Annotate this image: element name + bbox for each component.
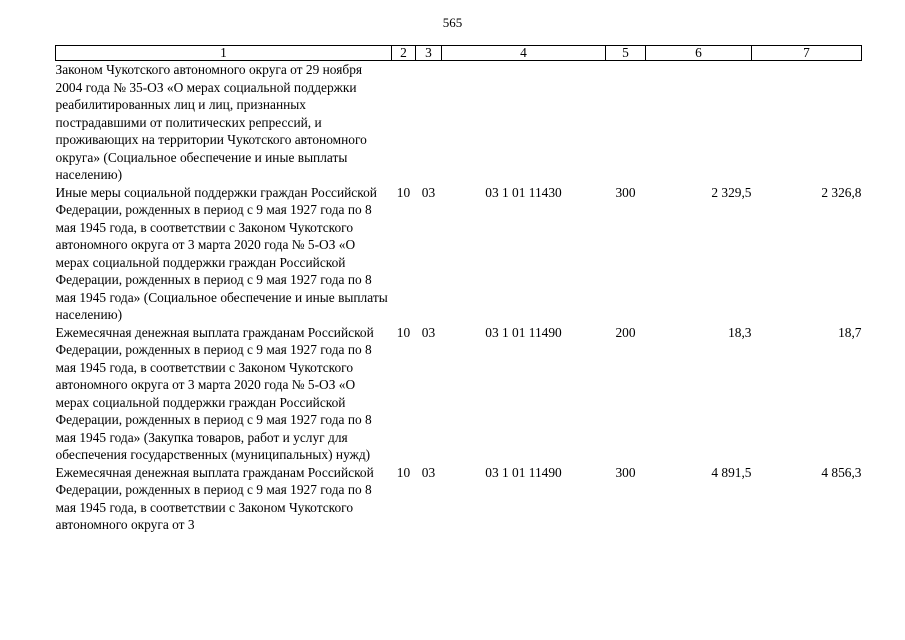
table-row xyxy=(56,184,862,324)
row-subsection: 03 xyxy=(421,464,436,480)
row-value-2: 2 326,8 xyxy=(821,184,862,200)
row-subsection xyxy=(416,61,442,184)
table-row xyxy=(56,464,862,534)
row-value-2: 4 856,3 xyxy=(821,464,862,480)
row-name: Законом Чукотского автономного округа от 29 ноября 2004 года № 35-ОЗ «О мерах социальной поддержки реабилитированных лиц и лиц, признанных пострадавшими от политических репрессий, и проживающих на территории Чукотского автономного округа» (Социальное обеспечение и иные выплаты населению) xyxy=(55,62,367,182)
row-section: 10 xyxy=(396,324,411,340)
row-name: Ежемесячная денежная выплата гражданам Российской Федерации, рожденных в период с 9 мая 1927 года по 8 мая 1945 года, в соответствии с Законом Чукотского автономного округа от 3 марта 2020 года № 5-ОЗ «О мерах социальной поддержки граждан Российской Федерации, рожденных в период с 9 мая 1927 года по 8 мая 1945 года» (Закупка товаров, работ и услуг для обеспечения государственных (муниципальных) нужд) xyxy=(55,324,374,462)
budget-table xyxy=(55,45,862,534)
table-header-row xyxy=(56,46,862,61)
column-header-4: 4 xyxy=(442,46,606,61)
row-value-1: 4 891,5 xyxy=(711,464,752,480)
row-name: Иные меры социальной поддержки граждан Российской Федерации, рожденных в период с 9 мая 1927 года по 8 мая 1945 года, в соответствии с Законом Чукотского автономного округа от 3 марта 2020 года № 5-ОЗ «О мерах социальной поддержки граждан Российской Федерации, рожденных в период с 9 мая 1927 года по 8 мая 1945 года» (Социальное обеспечение и иные выплаты населению) xyxy=(55,184,388,322)
row-value-1: 18,3 xyxy=(728,324,752,340)
row-code: 03 1 01 11490 xyxy=(485,324,562,340)
column-header-3: 3 xyxy=(416,46,442,61)
row-type: 300 xyxy=(615,464,636,480)
column-header-5: 5 xyxy=(606,46,646,61)
column-header-2: 2 xyxy=(392,46,416,61)
table-row xyxy=(56,324,862,464)
row-value-2 xyxy=(752,61,862,184)
row-type: 300 xyxy=(615,184,636,200)
row-code: 03 1 01 11490 xyxy=(485,464,562,480)
column-header-6: 6 xyxy=(646,46,752,61)
row-subsection: 03 xyxy=(421,184,436,200)
row-subsection: 03 xyxy=(421,324,436,340)
page-number: 565 xyxy=(442,15,463,30)
column-header-7: 7 xyxy=(752,46,862,61)
row-code: 03 1 01 11430 xyxy=(485,184,562,200)
row-type: 200 xyxy=(615,324,636,340)
row-value-2: 18,7 xyxy=(838,324,862,340)
column-header-1: 1 xyxy=(56,46,392,61)
row-type xyxy=(606,61,646,184)
row-section xyxy=(392,61,416,184)
table-row xyxy=(56,61,862,184)
row-section: 10 xyxy=(396,184,411,200)
row-code xyxy=(442,61,606,184)
row-value-1: 2 329,5 xyxy=(711,184,752,200)
row-section: 10 xyxy=(396,464,411,480)
row-value-1 xyxy=(646,61,752,184)
row-name: Ежемесячная денежная выплата гражданам Российской Федерации, рожденных в период с 9 мая 1927 года по 8 мая 1945 года, в соответствии с Законом Чукотского автономного округа от 3 xyxy=(55,464,374,532)
